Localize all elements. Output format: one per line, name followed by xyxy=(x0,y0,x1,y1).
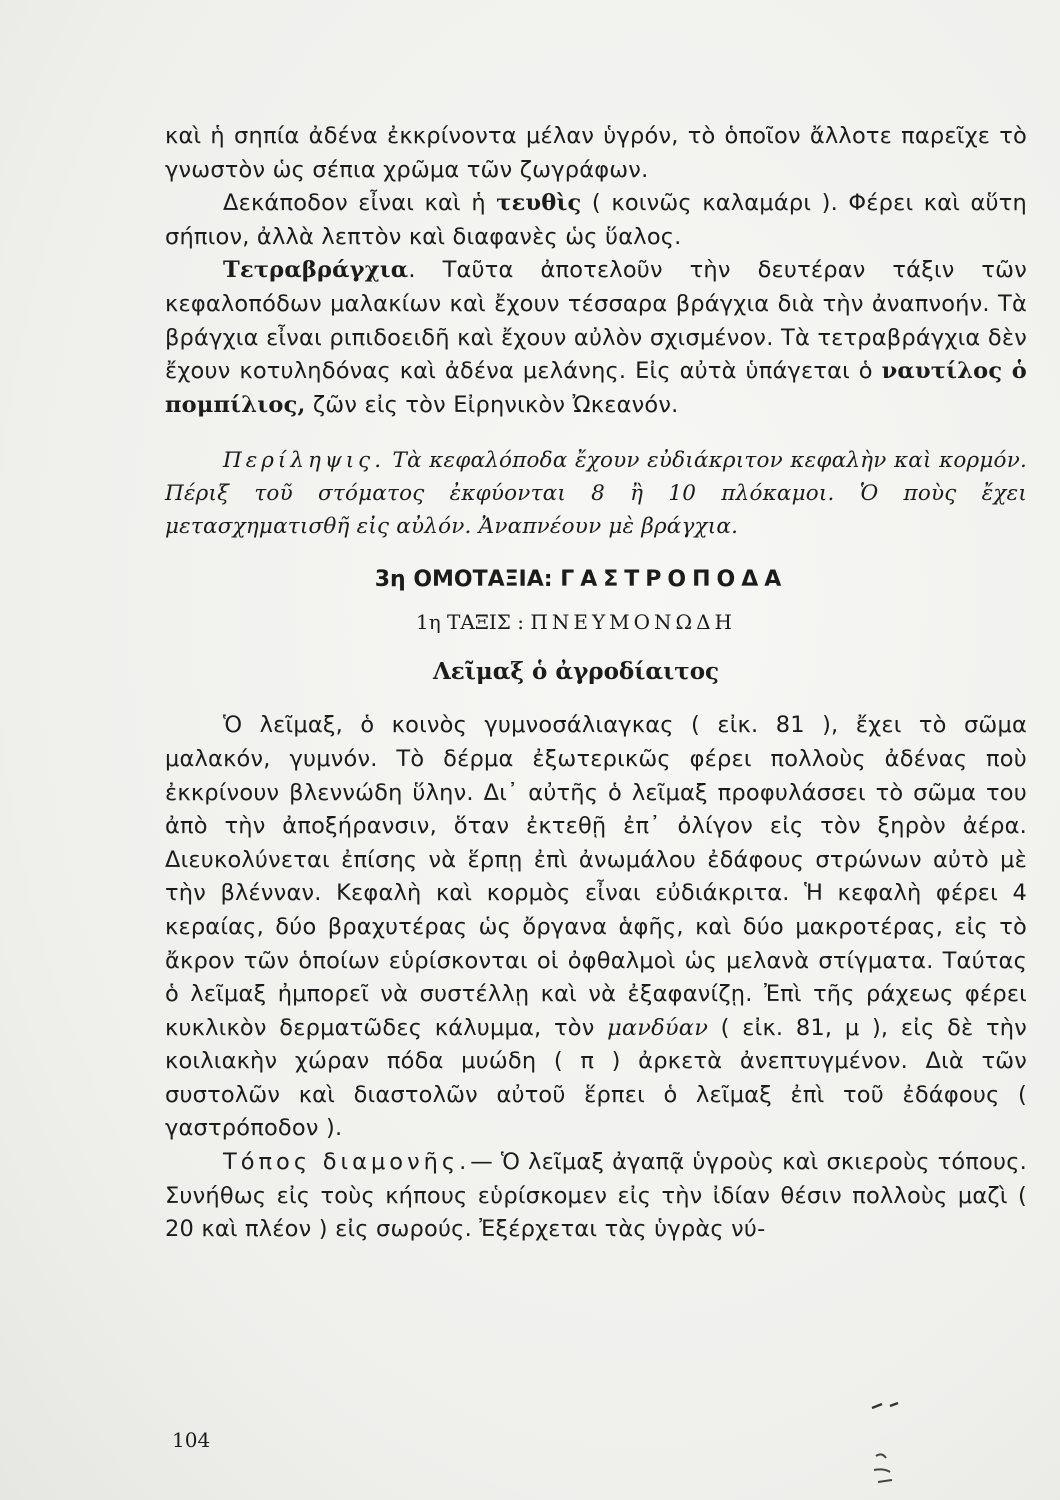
paragraph-teuthis xyxy=(165,187,1027,254)
heading-order xyxy=(165,610,1027,634)
term-nautilus: ναυτίλος ὁ πομπίλιος, xyxy=(165,358,1028,418)
paragraph-text: . Ταῦτα ἀποτελοῦν τὴν δευτέραν τάξιν τῶν κεφαλοπόδων μαλακίων καὶ ἔχουν τέσσαρα βράγχια διὰ τὴν ἀναπνοήν. Τὰ βράγχια εἶναι ριπιδοειδῆ καὶ ἔχουν αὐλὸν σχισμένον. Τὰ τετραβράγχια δὲν ἔχουν κοτυληδόνας καὶ ἀδένα μελάνης. Εἰς αὐτὰ ὑπάγεται ὁ xyxy=(165,257,1027,385)
paragraph-text: ζῶν εἰς τὸν Εἰρηνικὸν Ὠκεανόν. xyxy=(305,391,679,418)
paragraph-tetrabranchia xyxy=(165,254,1027,422)
paragraph-habitat xyxy=(165,1146,1027,1247)
term-tetrabranchia: Τετραβράγχια xyxy=(223,257,409,284)
summary-text: Τὰ κεφαλόποδα ἔχουν εὐδιάκριτον κεφαλὴν καὶ κορμόν. Πέριξ τοῦ στόματος ἐκφύονται 8 ἢ 10 πλόκαμοι. Ὁ ποὺς ἔχει μετασχηματισθῆ εἰς αὐλόν. Ἀναπνέουν μὲ βράγχια. xyxy=(165,448,1027,540)
paragraph-text: Ὁ λεῖμαξ, ὁ κοινὸς γυμνοσάλιαγκας ( εἰκ. 81 ), ἔχει τὸ σῶμα μαλακόν, γυμνόν. Τὸ δέρμα ἐξωτερικῶς φέρει πολλοὺς ἀδένας ποὺ ἐκκρίνουν βλεννώδη ὕλην. Δι᾽ αὐτῆς ὁ λεῖμαξ προφυλάσσει τὸ σῶμα του ἀπὸ τὴν ἀποξήρανσιν, ὅταν ἐκτεθῇ ἐπ᾽ ὀλίγον εἰς τὸν ξηρὸν ἀέρα. Διευκολύνεται ἐπίσης νὰ ἕρπῃ ἐπὶ ἀνωμάλου ἐδάφους στρώνων αὐτὸ μὲ τὴν βλένναν. Κεφαλὴ καὶ κορμὸς εἶναι εὐδιάκριτα. Ἡ κεφαλὴ φέρει 4 κεραίας, δύο βραχυτέρας ὡς ὄργανα ἁφῆς, καὶ δύο μακροτέρας, εἰς τὸ ἄκρον τῶν ὁποίων εὑρίσκονται οἱ ὀφθαλμοὶ ὡς μελανὰ στίγματα. Ταύτας ὁ λεῖμαξ ἠμπορεῖ νὰ συστέλλῃ καὶ νὰ ἐξαφανίζῃ. Ἐπὶ τῆς ράχεως φέρει κυκλικὸν δερματῶδες κάλυμμα, τὸν xyxy=(165,712,1027,1041)
page-number: 104 xyxy=(172,1428,211,1452)
habitat-label: Τόπος διαμονῆς. xyxy=(223,1149,471,1176)
paragraph-sepia xyxy=(165,120,1027,187)
paragraph-text: καὶ ἡ σηπία ἀδένα ἐκκρίνοντα μέλαν ὑγρόν, τὸ ὁποῖον ἄλλοτε παρεῖχε τὸ γνωστὸν ὡς σέπια χρῶμα τῶν ζωγράφων. xyxy=(165,123,1027,183)
paragraph-summary xyxy=(165,444,1027,543)
heading-class-name: ΓΑΣΤΡΟΠΟΔΑ xyxy=(560,567,788,593)
paragraph-text: Δεκάποδον εἶναι καὶ ἡ xyxy=(223,190,497,217)
heading-species: Λεῖμαξ ὁ ἀγροδίαιτος xyxy=(432,658,720,686)
term-mandyas: μανδύαν xyxy=(607,1014,709,1041)
term-teuthis: τευθὶς xyxy=(496,190,582,217)
heading-order-name: ΠΝΕΥΜΟΝΩΔΗ xyxy=(530,610,736,635)
paragraph-text: ( κοινῶς καλαμάρι ). Φέρει καὶ αὕτη σήπιον, ἀλλὰ λεπτὸν καὶ διαφανὲς ὡς ὕαλος. xyxy=(165,190,1027,250)
heading-class-prefix: 3η ΟΜΟΤΑΞΙΑ: xyxy=(374,567,561,593)
paragraph-leimax xyxy=(165,709,1027,1146)
summary-label: Περίληψις. xyxy=(223,448,386,474)
habitat-text: — Ὁ λεῖμαξ ἀγαπᾷ ὑγροὺς καὶ σκιεροὺς τόπους. Συνήθως εἰς τοὺς κήπους εὑρίσκομεν εἰς τὴν ἰδίαν θέσιν πολλοὺς μαζὶ ( 20 καὶ πλέον ) εἰς σωρούς. Ἐξέρχεται τὰς ὑγρὰς νύ- xyxy=(165,1149,1027,1243)
ink-smudge-icon xyxy=(868,1398,928,1488)
heading-order-prefix: 1η ΤΑΞΙΣ : xyxy=(415,610,531,635)
paragraph-text: ( εἰκ. 81, μ ), εἰς δὲ τὴν κοιλιακὴν χώραν πόδα μυώδη ( π ) ἀρκετὰ ἀνεπτυγμένον. Διὰ τῶν συστολῶν καὶ διαστολῶν αὐτοῦ ἕρπει ὁ λεῖμαξ ἐπὶ τοῦ ἐδάφους ( γαστρόποδον ). xyxy=(165,1014,1027,1142)
page-text xyxy=(165,120,1027,1247)
heading-class xyxy=(165,567,1027,592)
